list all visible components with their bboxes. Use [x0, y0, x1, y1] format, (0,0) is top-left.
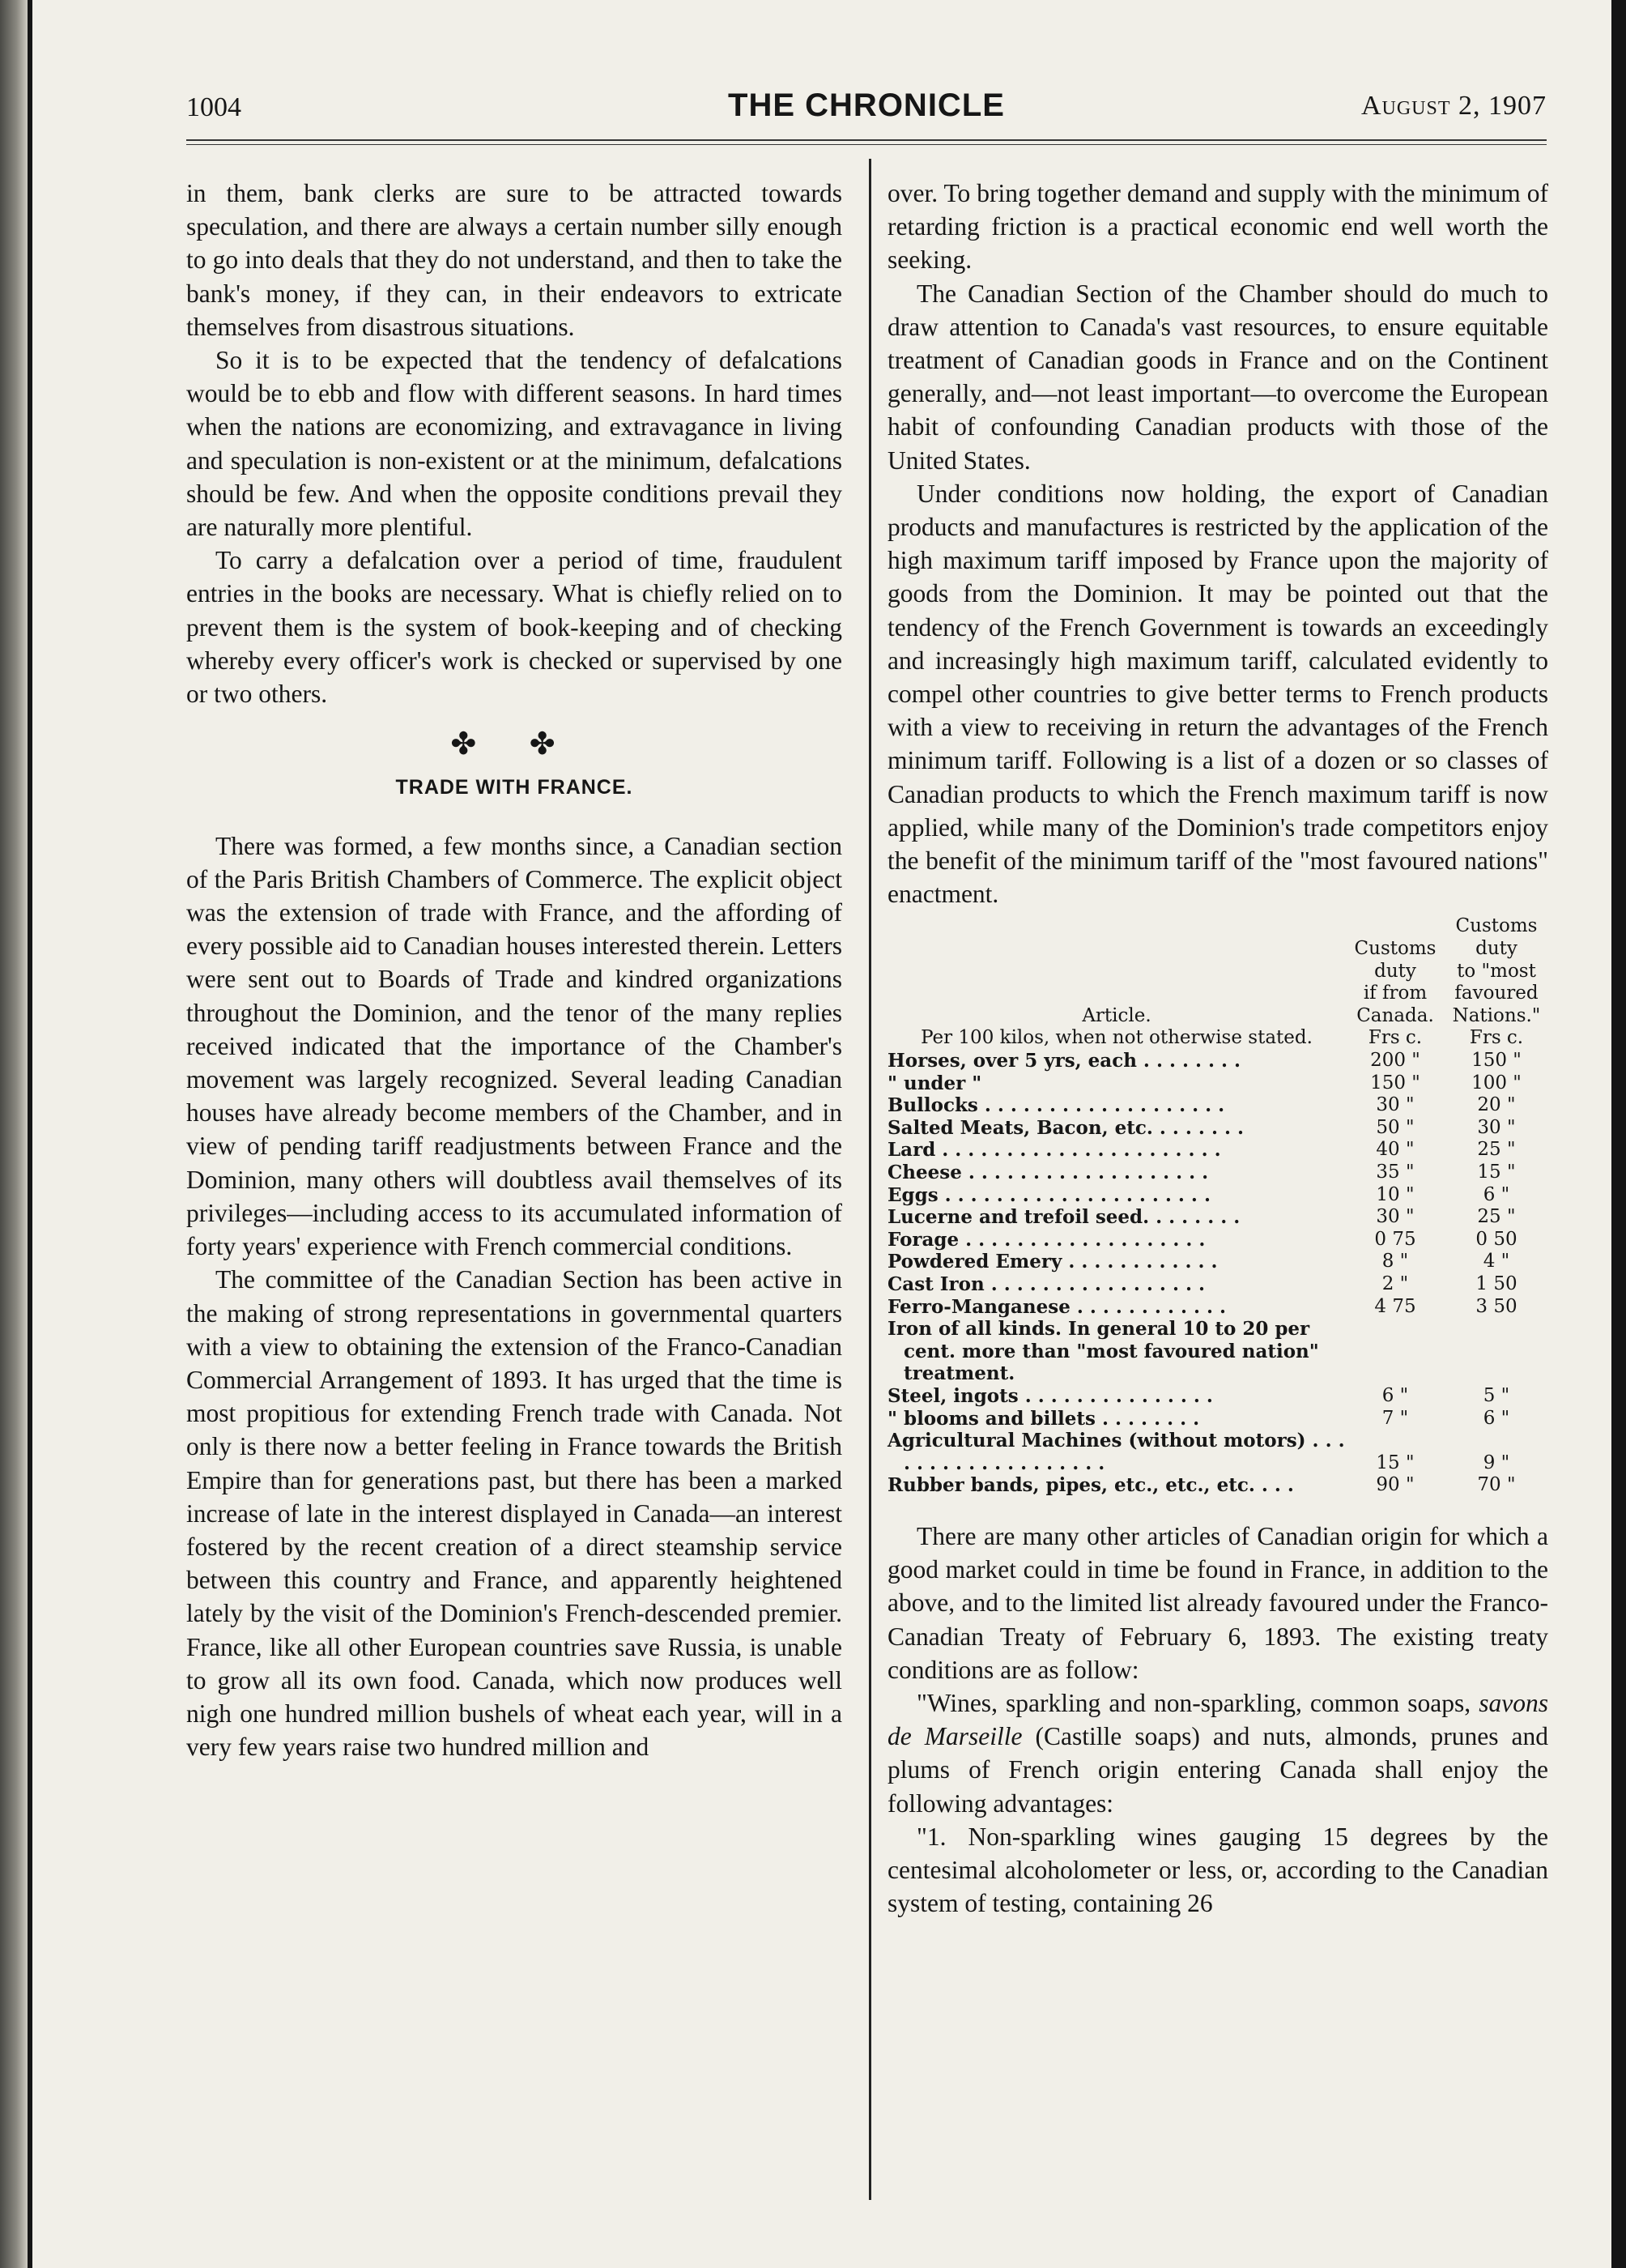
table-cell-article: Lard . . . . . . . . . . . . . . . . . . . . . . — [887, 1139, 1221, 1162]
table-cell-favoured-duty: 100 " — [1471, 1072, 1522, 1094]
issue-date: August 2, 1907 — [1360, 91, 1547, 121]
table-cell-article: Agricultural Machines (without motors) . . . . . . . . . . . . . . . . . . . — [887, 1430, 1345, 1474]
table-cell-article: Horses, over 5 yrs, each . . . . . . . . — [887, 1050, 1241, 1072]
tariff-rows — [887, 1050, 1548, 1497]
table-cell-canada-duty: 15 " — [1376, 1452, 1415, 1473]
table-cell-favoured-duty: 30 " — [1477, 1116, 1516, 1138]
italic-phrase: savons de Marseille — [887, 1688, 1548, 1751]
paragraph: over. To bring together demand and supply with the minimum of retarding friction is a practical economic end well worth the seeking. — [887, 179, 1548, 275]
table-row — [887, 1273, 1548, 1296]
table-cell-article: Ferro-Manganese . . . . . . . . . . . . — [887, 1295, 1227, 1318]
column-header-article: Article. Per 100 kilos, when not otherwise stated. — [921, 1004, 1313, 1049]
table-cell-canada-duty: 8 " — [1381, 1251, 1409, 1273]
table-cell-canada-duty: 90 " — [1376, 1474, 1415, 1496]
column-divider — [869, 159, 871, 2200]
table-cell-favoured-duty: 25 " — [1477, 1139, 1516, 1161]
table-cell-article: Cheese . . . . . . . . . . . . . . . . . . . — [887, 1162, 1209, 1183]
table-cell-favoured-duty: 1 50 — [1475, 1273, 1517, 1294]
paragraph: in them, bank clerks are sure to be attracted towards speculation, and there are always a certain number silly enough to go into deals that they do not understand, and then to take the bank's money, if they can, in their endeavors to extricate themselves from disastrous situations. — [186, 179, 842, 341]
table-row — [887, 1229, 1548, 1251]
table-cell-favoured-duty: 5 " — [1483, 1384, 1510, 1406]
paragraph: There was formed, a few months since, a Canadian section of the Paris British Chambers of Commerce. The explicit object was the extension of trade with France, and the affording of every possible aid to Canadian houses interested therein. Letters were sent out to Boards of Trade and kindred organizations throughout the Dominion, and the tenor of the many replies received indicated that the importance of the Chamber's movement was largely recognized. Several leading Canadian houses have already become members of the Chamber, and in view of pending tariff readjustments between France and the Dominion, many others will doubtless avail themselves of its privileges—including access to its accumulated information of forty years' experience with French commercial conditions. — [186, 831, 842, 1261]
table-row — [887, 1251, 1548, 1273]
table-cell-article: Cast Iron . . . . . . . . . . . . . . . . . — [887, 1273, 1205, 1295]
paragraph: "Wines, sparkling and non-sparkling, common soaps, savons de Marseille (Castille soaps) and nuts, almonds, prunes and plums of French origin entering Canada shall enjoy the following advantages: — [887, 1688, 1548, 1818]
table-cell-favoured-duty: 70 " — [1477, 1474, 1516, 1496]
table-cell-canada-duty: 2 " — [1381, 1273, 1409, 1294]
header-rule-thin — [186, 144, 1547, 145]
table-cell-article: " under " — [887, 1072, 982, 1094]
table-cell-favoured-duty: 6 " — [1483, 1407, 1510, 1429]
page-number: 1004 — [186, 92, 241, 122]
table-cell-canada-duty: 50 " — [1376, 1116, 1415, 1138]
table-row — [887, 1206, 1548, 1229]
paragraph: The Canadian Section of the Chamber should do much to draw attention to Canada's vast resources, to ensure equitable treatment of Canadian goods in France and on the Continent generally, and—not least important—to overcome the European habit of confounding Canadian products with those of the United States. — [887, 279, 1548, 475]
table-row — [887, 1408, 1548, 1430]
table-cell-article: Lucerne and trefoil seed. . . . . . . . — [887, 1206, 1241, 1229]
paragraph: Under conditions now holding, the export of Canadian products and manufactures is restricted by the application of the high maximum tariff imposed by France upon the majority of goods from the Dominion. It may be pointed out that the tendency of the French Government is towards an exceedingly and increasingly high maximum tariff, calculated evidently to compel other countries to give better terms to French products with a view to receiving in return the advantages of the French minimum tariff. Following is a list of a dozen or so classes of Canadian products to which the French maximum tariff is now applied, while many of the Dominion's trade competitors enjoy the benefit of the minimum tariff of the "most favoured nations" enactment. — [887, 479, 1548, 909]
table-cell-canada-duty: 200 " — [1370, 1050, 1420, 1072]
paragraph: There are many other articles of Canadian origin for which a good market could in time be found in France, in addition to the above, and to the limited list already favoured under the Franco-Canadian Treaty of February 6, 1893. The existing treaty conditions are as follow: — [887, 1521, 1548, 1684]
table-cell-favoured-duty: 0 50 — [1475, 1228, 1517, 1250]
table-cell-article: Iron of all kinds. In general 10 to 20 per cent. more than "most favoured nation" treatment. — [887, 1318, 1319, 1385]
table-cell-canada-duty: 30 " — [1376, 1206, 1415, 1228]
table-cell-favoured-duty: 15 " — [1477, 1162, 1516, 1183]
table-cell-favoured-duty: 9 " — [1483, 1452, 1510, 1473]
right-column — [887, 177, 1548, 1920]
table-row — [887, 1474, 1548, 1497]
paragraph: "1. Non-sparkling wines gauging 15 degrees by the centesimal alcoholometer or less, or, according to the Canadian system of testing, containing 26 — [887, 1822, 1548, 1918]
table-row — [887, 1318, 1548, 1385]
paragraph: To carry a defalcation over a period of time, fraudulent entries in the books are necessary. What is chiefly relied on to prevent them is the system of book-keeping and of checking whereby every officer's work is checked or supervised by one or two others. — [186, 546, 842, 709]
table-cell-article: Bullocks . . . . . . . . . . . . . . . . . . . — [887, 1094, 1225, 1117]
journal-title: THE CHRONICLE — [728, 87, 1005, 123]
tariff-table — [887, 915, 1548, 1496]
table-cell-canada-duty: 6 " — [1381, 1384, 1409, 1406]
table-cell-favoured-duty: 6 " — [1483, 1183, 1510, 1205]
running-header — [186, 87, 1547, 136]
column-header-favoured: Customs duty to "most favoured Nations." Frs c. — [1452, 915, 1541, 1049]
section-ornament: ✤ ✤ — [450, 727, 578, 762]
table-cell-article: " blooms and billets . . . . . . . . — [887, 1407, 1200, 1430]
table-row — [887, 1385, 1548, 1408]
table-cell-article: Eggs . . . . . . . . . . . . . . . . . . . . . — [887, 1183, 1211, 1206]
table-row — [887, 1430, 1548, 1474]
table-row — [887, 1094, 1548, 1117]
table-cell-article: Rubber bands, pipes, etc., etc., etc. . . . — [887, 1474, 1294, 1497]
table-cell-canada-duty: 30 " — [1376, 1094, 1415, 1116]
header-rule — [186, 139, 1547, 141]
table-cell-article: Steel, ingots . . . . . . . . . . . . . . . — [887, 1384, 1213, 1407]
table-row — [887, 1184, 1548, 1207]
table-cell-favoured-duty: 20 " — [1477, 1094, 1516, 1116]
table-row — [887, 1117, 1548, 1140]
table-cell-canada-duty: 7 " — [1381, 1407, 1409, 1429]
section-title: TRADE WITH FRANCE. — [395, 776, 633, 799]
table-cell-canada-duty: 0 75 — [1374, 1228, 1416, 1250]
table-cell-canada-duty: 10 " — [1376, 1183, 1415, 1205]
table-cell-article: Powdered Emery . . . . . . . . . . . . — [887, 1251, 1218, 1273]
table-cell-canada-duty: 35 " — [1376, 1162, 1415, 1183]
table-row — [887, 1050, 1548, 1072]
table-cell-favoured-duty: 25 " — [1477, 1206, 1516, 1228]
newspaper-page — [32, 0, 1611, 2268]
table-row — [887, 1162, 1548, 1184]
table-cell-canada-duty — [1346, 1318, 1445, 1385]
table-row — [887, 1139, 1548, 1162]
table-cell-canada-duty: 40 " — [1376, 1139, 1415, 1161]
table-row — [887, 1072, 1548, 1095]
table-cell-article: Forage . . . . . . . . . . . . . . . . . . . — [887, 1228, 1206, 1251]
left-column — [186, 177, 842, 1763]
paragraph: So it is to be expected that the tendency of defalcations would be to ebb and flow with different seasons. In hard times when the nations are economizing, and extravagance in living and speculation is non-existent or at the minimum, defalcations should be few. And when the opposite conditions prevail they are naturally more plentiful. — [186, 346, 842, 542]
table-cell-canada-duty: 4 75 — [1374, 1295, 1416, 1317]
paragraph: The committee of the Canadian Section has been active in the making of strong representations in governmental quarters with a view to obtaining the extension of the Franco-Canadian Commercial Arrangement of 1893. It has urged that the time is most propitious for extending French trade with Canada. Not only is there now a better feeling in France towards the British Empire than for generations past, but there has been a marked increase of late in the interest displayed in Canada—an interest fostered by the recent creation of a direct steamship service between this country and France, and apparently heightened lately by the visit of the Dominion's French-descended premier. France, like all other European countries save Russia, is unable to grow all its own food. Canada, which now produces well nigh one hundred million bushels of wheat each year, will in a very few years raise two hundred million and — [186, 1265, 842, 1762]
table-cell-favoured-duty: 4 " — [1483, 1251, 1510, 1273]
table-cell-article: Salted Meats, Bacon, etc. . . . . . . . — [887, 1116, 1244, 1139]
book-spine — [0, 0, 28, 2268]
table-cell-favoured-duty: 3 50 — [1475, 1295, 1517, 1317]
column-header-canada: Customs duty if from Canada. Frs c. — [1354, 938, 1437, 1049]
table-cell-canada-duty: 150 " — [1370, 1072, 1420, 1094]
table-row — [887, 1296, 1548, 1319]
table-cell-favoured-duty: 150 " — [1471, 1050, 1522, 1072]
table-cell-favoured-duty — [1445, 1318, 1548, 1385]
